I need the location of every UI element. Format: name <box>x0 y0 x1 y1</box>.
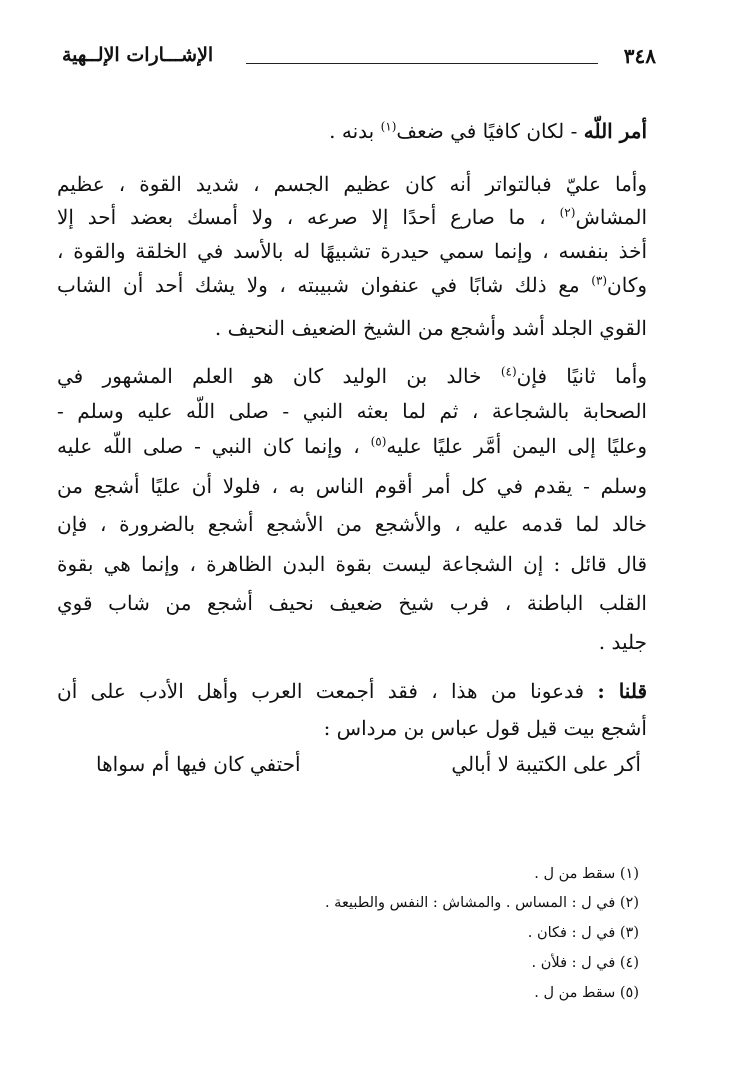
footnote-ref-1: (١) <box>380 119 397 134</box>
footnote-ref-2: (٢) <box>559 205 576 220</box>
footnote-1: (١) سقط من ل . <box>534 866 639 882</box>
running-header-title: الإشـــارات الإلــهية <box>62 44 214 66</box>
bold-phrase: قلنا : <box>597 679 647 703</box>
header-rule <box>246 63 598 64</box>
text-line-2: وأما عليّ فبالتواتر أنه كان عظيم الجسم ، شديد القوة ، عظيم <box>57 172 647 196</box>
text-line-4: أخذ بنفسه ، وإنما سمي حيدرة تشبيهًا له بالأسد في الخلقة والقوة ، <box>57 239 647 263</box>
text-line-5 <box>57 270 647 300</box>
text-line-7 <box>57 361 647 391</box>
page-number: ٣٤٨ <box>623 44 656 68</box>
text-segment: المشاش <box>575 205 647 229</box>
text-segment: ، وإنما كان النبي - صلى اللّه عليه <box>57 434 371 458</box>
poetry-verse <box>96 749 641 779</box>
footnote-5: (٥) سقط من ل . <box>534 985 639 1001</box>
text-line-8: الصحابة بالشجاعة ، ثم لما بعثه النبي - صلى اللّه عليه وسلم - <box>57 399 647 423</box>
text-line-11: خالد لما قدمه عليه ، والأشجع من الأشجع أشجع بالضرورة ، فإن <box>57 512 647 536</box>
text-line-1 <box>329 116 647 146</box>
text-line-12: قال قائل : إن الشجاعة ليست بقوة البدن الظاهرة ، وإنما هي بقوة <box>57 552 647 576</box>
verse-hemistich-2: أحتفي كان فيها أم سواها <box>96 752 301 776</box>
text-segment: وكان <box>607 273 647 297</box>
footnote-ref-5: (٥) <box>370 434 387 449</box>
text-line-16: أشجع بيت قيل قول عباس بن مرداس : <box>323 716 647 740</box>
footnote-ref-3: (٣) <box>591 273 608 288</box>
footnote-4: (٤) في ل : فلأن . <box>531 955 639 971</box>
text-line-9 <box>57 431 647 461</box>
text-segment: فدعونا من هذا ، فقد أجمعت العرب وأهل الأدب على أن <box>57 679 598 703</box>
footnote-ref-4: (٤) <box>500 364 517 379</box>
text-line-3 <box>57 202 647 232</box>
footnote-3: (٣) في ل : فكان . <box>527 925 639 941</box>
text-segment: وأما ثانيًا فإن <box>516 364 647 388</box>
text-segment: خالد بن الوليد كان هو العلم المشهور في <box>57 364 501 388</box>
text-segment: بدنه . <box>329 119 381 143</box>
text-line-15 <box>57 676 647 706</box>
text-segment: - لكان كافيًا في ضعف <box>396 119 584 143</box>
text-segment: مع ذلك شابًا في عنفوان شبيبته ، ولا يشك أحد أن الشاب <box>57 273 592 297</box>
bold-phrase: أمر اللّه <box>583 119 647 143</box>
text-segment: ، ما صارع أحدًا إلا صرعه ، ولا أمسك بعضد أحد إلا <box>57 205 560 229</box>
text-segment: وعليًا إلى اليمن أمَّر عليًا عليه <box>386 434 647 458</box>
text-line-14: جليد . <box>598 630 647 654</box>
text-line-13: القلب الباطنة ، فرب شيخ ضعيف نحيف أشجع من شاب قوي <box>57 591 647 615</box>
text-line-6: القوي الجلد أشد وأشجع من الشيخ الضعيف النحيف . <box>214 316 647 340</box>
verse-hemistich-1: أكر على الكتيبة لا أبالي <box>451 752 641 776</box>
text-line-10: وسلم - يقدم في كل أمر أقوم الناس به ، فلولا أن عليًا أشجع من <box>57 474 647 498</box>
footnote-2: (٢) في ل : المساس . والمشاش : النفس والطبيعة . <box>324 895 639 911</box>
